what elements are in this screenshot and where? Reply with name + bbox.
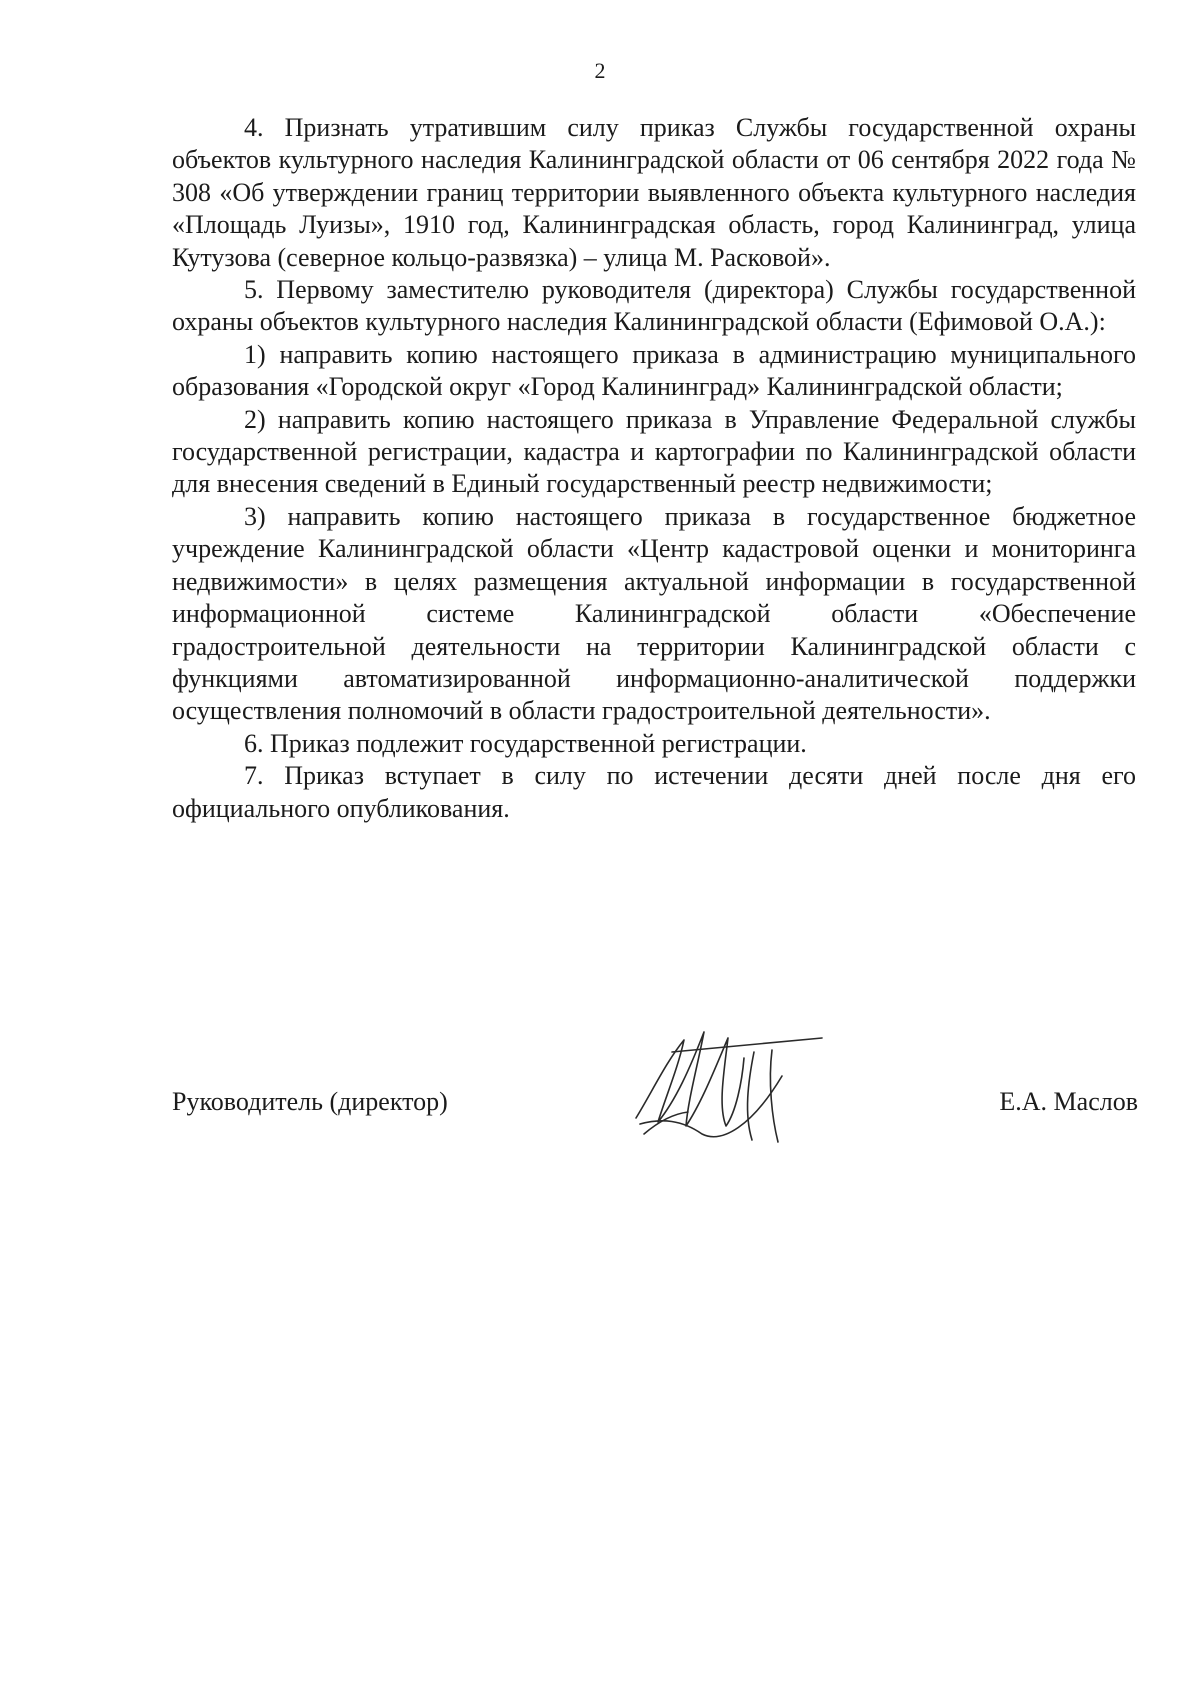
subparagraph-2: 2) направить копию настоящего приказа в Управление Федеральной службы государственной регистрации, кадастра и картографии по Калининградской области для внесения сведений в Единый государственный реестр недвижимости; <box>172 404 1136 499</box>
page-number: 2 <box>594 58 606 83</box>
subparagraph-1: 1) направить копию настоящего приказа в администрацию муниципального образования «Городской округ «Город Калининград» Калининградской области; <box>172 339 1136 402</box>
signatory-name: Е.А. Маслов <box>999 1087 1138 1116</box>
handwritten-signature <box>632 1022 842 1150</box>
signatory-title: Руководитель (директор) <box>172 1087 448 1116</box>
paragraph-item-7: 7. Приказ вступает в силу по истечении десяти дней после дня его официального опубликования. <box>172 761 1136 823</box>
subparagraph-3: 3) направить копию настоящего приказа в государственное бюджетное учреждение Калининградской области «Центр кадастровой оценки и мониторинга недвижимости» в целях размещения актуальной информации в государственной информационной системе Калининградской области «Обеспечение градостроительной деятельности на территории Калининградской области с функциями автоматизированной информационно-аналитической поддержки осуществления полномочий в области градостроительной деятельности». <box>172 501 1136 726</box>
paragraph-item-5: 5. Первому заместителю руководителя (директора) Службы государственной охраны объектов культурного наследия Калининградской области (Ефимовой О.А.): <box>172 275 1136 337</box>
paragraph-item-6: 6. Приказ подлежит государственной регистрации. <box>244 728 807 758</box>
document-body <box>172 112 1136 825</box>
paragraph-item-4: 4. Признать утратившим силу приказ Службы государственной охраны объектов культурного наследия Калининградской области от 06 сентября 2022 года № 308 «Об утверждении границ территории выявленного объекта культурного наследия «Площадь Луизы», 1910 год, Калининградская область, город Калининград, улица Кутузова (северное кольцо-развязка) – улица М. Расковой». <box>172 113 1136 272</box>
